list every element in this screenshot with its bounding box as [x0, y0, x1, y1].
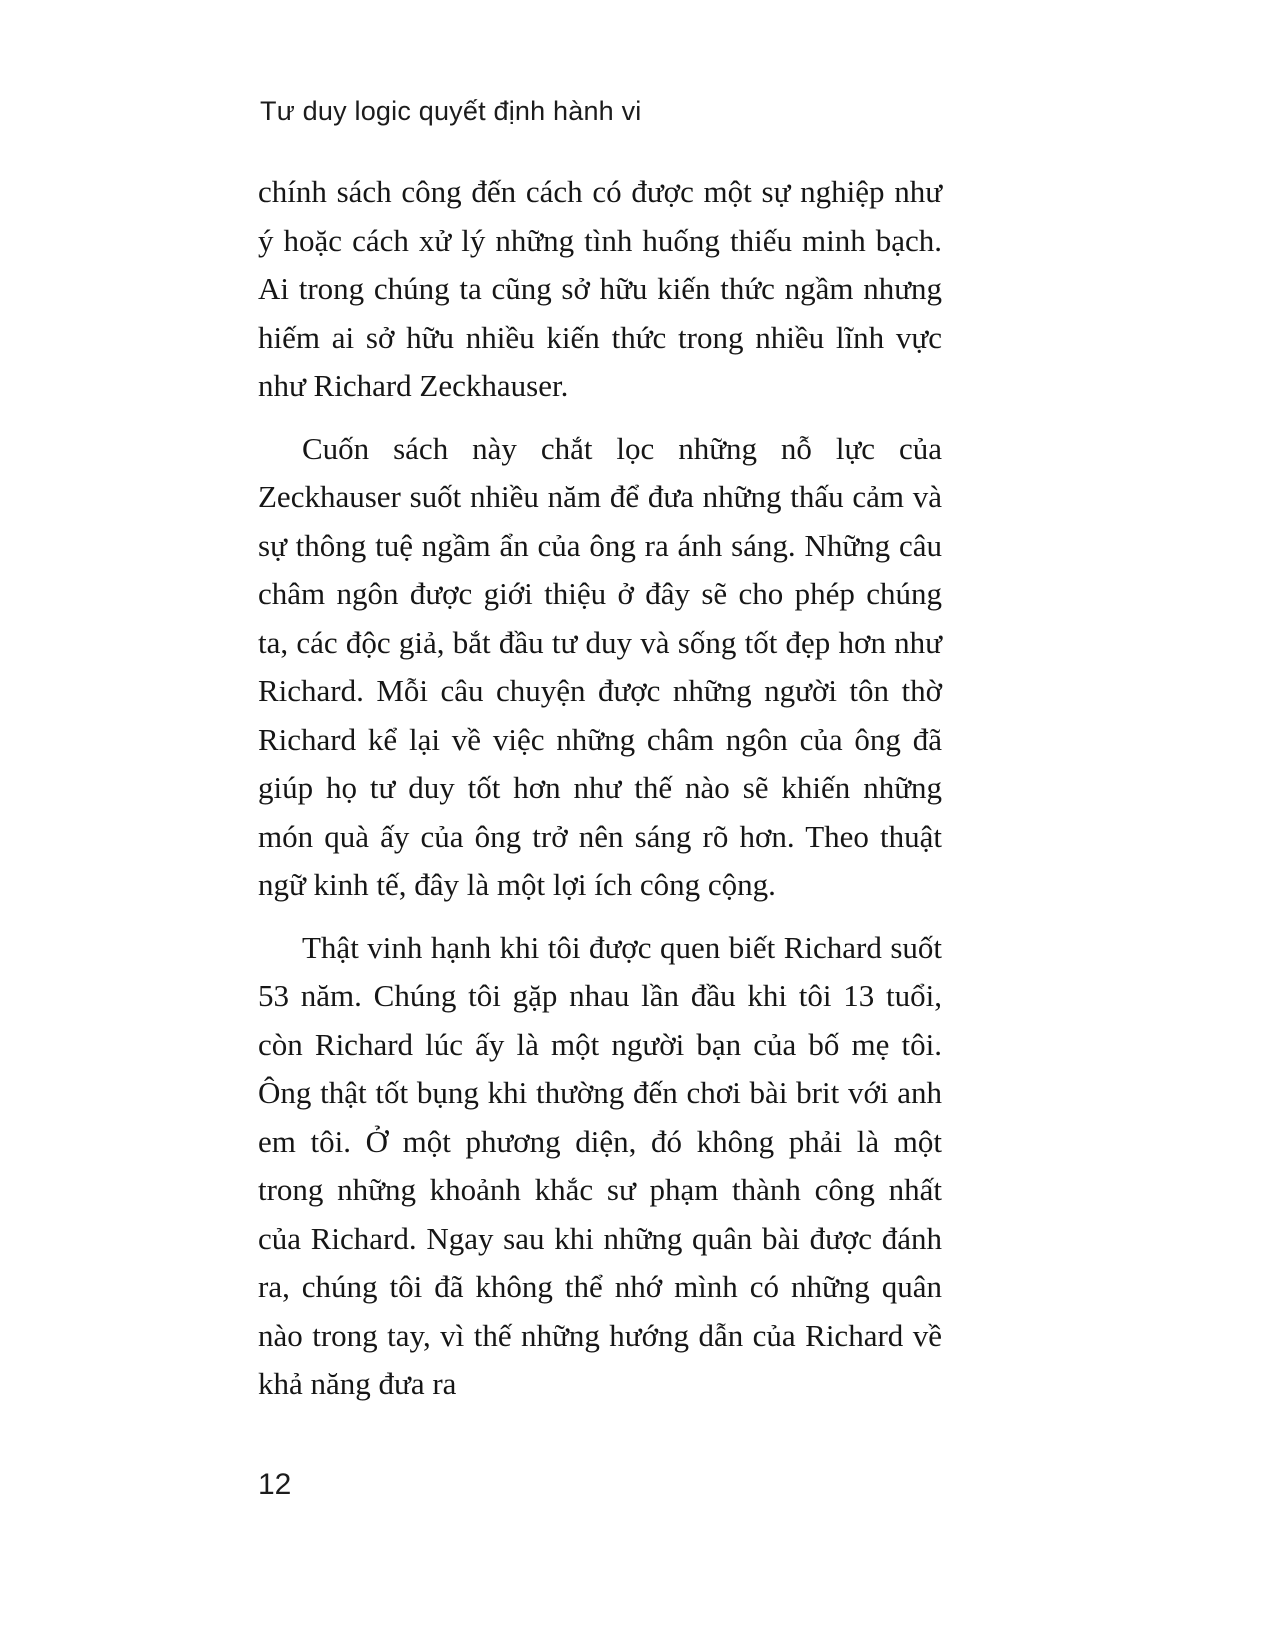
running-header: Tư duy logic quyết định hành vi: [260, 96, 642, 126]
paragraph: Thật vinh hạnh khi tôi được quen biết Richard suốt 53 năm. Chúng tôi gặp nhau lần đầu khi tôi 13 tuổi, còn Richard lúc ấy là một người bạn của bố mẹ tôi. Ông thật tốt bụng khi thường đến chơi bài brit với anh em tôi. Ở một phương diện, đó không phải là một trong những khoảnh khắc sư phạm thành công nhất của Richard. Ngay sau khi những quân bài được đánh ra, chúng tôi đã không thể nhớ mình có những quân nào trong tay, vì thế những hướng dẫn của Richard về khả năng đưa ra: [258, 929, 942, 1401]
paragraph: chính sách công đến cách có được một sự nghiệp như ý hoặc cách xử lý những tình huống thiếu minh bạch. Ai trong chúng ta cũng sở hữu kiến thức ngầm nhưng hiếm ai sở hữu nhiều kiến thức trong nhiều lĩnh vực như Richard Zeckhauser.: [258, 174, 942, 403]
page-number: 12: [258, 1468, 292, 1501]
paragraph: Cuốn sách này chắt lọc những nỗ lực của Zeckhauser suốt nhiều năm để đưa những thấu cảm và sự thông tuệ ngầm ẩn của ông ra ánh sáng. Những câu châm ngôn được giới thiệu ở đây sẽ cho phép chúng ta, các độc giả, bắt đầu tư duy và sống tốt đẹp hơn như Richard. Mỗi câu chuyện được những người tôn thờ Richard kể lại về việc những châm ngôn của ông đã giúp họ tư duy tốt hơn như thế nào sẽ khiến những món quà ấy của ông trở nên sáng rõ hơn. Theo thuật ngữ kinh tế, đây là một lợi ích công cộng.: [258, 430, 942, 902]
page-body: [258, 168, 942, 1423]
